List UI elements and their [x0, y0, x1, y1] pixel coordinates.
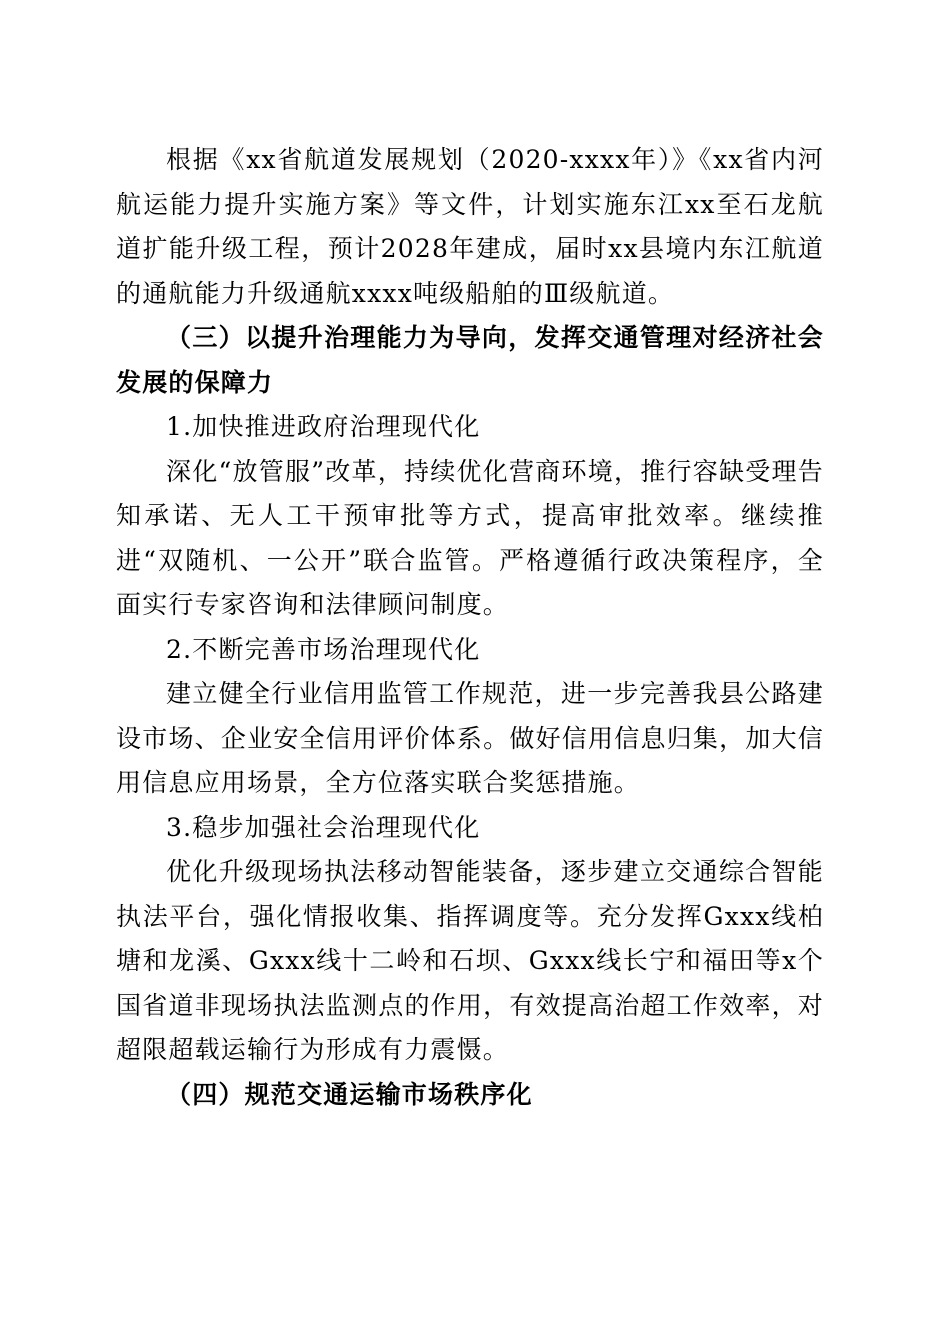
paragraph-waterway-plan: 根据《xx省航道发展规划（2020-xxxx年）》《xx省内河航运能力提升实施方案》等文件，计划实施东江xx至石龙航道扩能升级工程，预计2028年建成，届时xx县境内东江航道的通航能力升级通航xxxx吨级船舶的Ⅲ级航道。	[116, 145, 824, 308]
subheading-market-governance: 2.不断完善市场治理现代化	[166, 634, 481, 664]
section-heading-3: （三）以提升治理能力为导向，发挥交通管理对经济社会发展的保障力	[116, 323, 824, 397]
paragraph-market-governance: 建立健全行业信用监管工作规范，进一步完善我县公路建设市场、企业安全信用评价体系。做好信用信息归集，加大信用信息应用场景，全方位落实联合奖惩措施。	[116, 679, 824, 797]
paragraph-government-governance: 深化“放管服”改革，持续优化营商环境，推行容缺受理告知承诺、无人工干预审批等方式，提高审批效率。继续推进“双随机、一公开”联合监管。严格遵循行政决策程序，全面实行专家咨询和法律顾问制度。	[116, 456, 824, 619]
subheading-social-governance: 3.稳步加强社会治理现代化	[166, 812, 481, 842]
subheading-government-governance: 1.加快推进政府治理现代化	[166, 412, 481, 441]
document-page	[116, 138, 824, 1117]
section-heading-4: （四）规范交通运输市场秩序化	[166, 1079, 533, 1109]
paragraph-social-governance: 优化升级现场执法移动智能装备，逐步建立交通综合智能执法平台，强化情报收集、指挥调度等。充分发挥Gxxx线柏塘和龙溪、Gxxx线十二岭和石坝、Gxxx线长宁和福田等x个国省道非现场执法监测点的作用，有效提高治超工作效率，对超限超载运输行为形成有力震慑。	[116, 857, 824, 1064]
